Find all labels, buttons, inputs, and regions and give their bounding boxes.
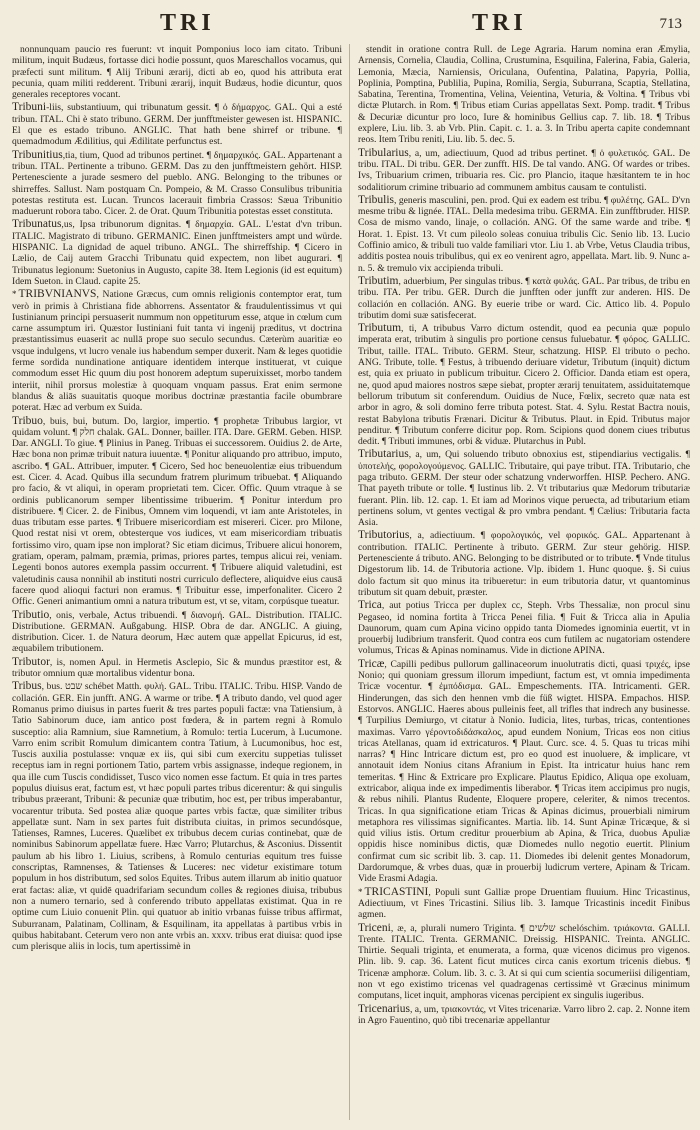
- entry-headword: TRIBVNIANVS: [18, 288, 97, 301]
- entry-text: nonnunquam paucio res fuerunt: vt inquit Pomponius loco iam citato. Tribuni militum, inquit Budæus, fortasse dici hodie possunt, quos Mareschallos vocamus, qui præfecti sunt militum. ¶ Alij Tribuni ærarij, dicti ab eo, quod his attributa erat pecunia, quam militi redderent. Tribuni ærarij, inquit Budæus, hodie dicuntur, quos generales receptores vocant.: [12, 44, 342, 101]
- entry-text: , a, um, Qui soluendo tributo obnoxius est, stipendiarius vectigalis. ¶ ὑποτελής, φορολογούμενος. GALLIC. Tributaire, qui paye tribut. ITA. Tributario, che paga tributo. GERM. Der steur oder schatzung vnderworffen. HISP. Pechero. ANG. That payeth tribute or tolle. ¶ Iustinus lib. 2. Vt tributarius quæ Medorum tributariæ fuerant. Plin. lib. 12. cap. 1. Et iam ad Morinos vique peruecta, ad tributarium etiam pertinens solum, vt gentes vectigal & pro vmbra pendant. ¶ Cælius: Tributaria facta Asia.: [358, 449, 690, 529]
- left-column: [12, 44, 342, 1120]
- dictionary-entry: [358, 276, 690, 321]
- entry-text: , a, adiectiuum. ¶ φορολογικός, vel φορικός. GAL. Appartenant à contribution. ITALIC. Pertinente à tributo. GERM. Zur steur gehörig. HISP. Pertenesciente á tributo. ANG. Belonging to be distributed or to tribute. ¶ Vnde titulus Digestorum lib. 14. de Tributoria actione. Vlp. ibidem 1. Hunc quoque. §. Si cuius dolo factum sit quo minus ita tribueretur: in eum tributoria datur, vt quantominus tributum sit quam debuit, præster.: [358, 530, 690, 598]
- dictionary-entry: [358, 195, 690, 274]
- entry-text: -liis, substantiuum, qui tribunatum gessit. ¶ ὁ δήμαρχος. GAL. Qui a esté tribun. ITAL. Chi è stato tribuno. GERM. Der junfftmeister gewesen ist. HISPANIC. El que es estado tribuno. ANGLIC. That hath bene shirref or tribune. ¶ quemadmodum Ædilitius, qui Ædilitate perfunctus est.: [12, 102, 342, 148]
- right-running-head: TRI: [472, 10, 527, 36]
- dictionary-entry: [12, 657, 342, 680]
- dictionary-entry: [358, 449, 690, 528]
- entry-asterisk: *: [358, 886, 363, 897]
- dictionary-entry: [12, 44, 342, 100]
- entry-text: , Populi sunt Galliæ prope Druentiam fluuium. Hinc Tricastinus, Adiectiuum, vt Fines Tricastini. Silius lib. 3. Iamque Tricastinis incedit Finibus agmen.: [358, 886, 690, 921]
- entry-text: , generis masculini, pen. prod. Qui ex eadem est tribu. ¶ φυλέτης. GAL. D'vn mesme tribu & lignée. ITAL. Della medesima tribu. GERMA. Ein zunfftbruder. HISP. Cosa de mismo vando, linaje, o collación. ANG. Of the same warde and tribe. ¶ Horat. 1. Epist. 13. Vt cum pileolo soleas conuiua tribulis Cic. Senio lib. 13. Lucio Coffinio amico, & tribuli tuo valde familiari vtor. Liu 1. ab Vrbe, Vetus Claudia tribus, additis postea nouis tribulibus, qui ex eo venirent agro, appellata. Mart. lib. 9. Nunc a-n. 5. & tremulo vix accipienda tribuli.: [358, 194, 690, 274]
- entry-headword: Tribuo: [12, 414, 43, 427]
- entry-headword: Trica: [358, 599, 382, 612]
- entry-text: , a, um, adiectiuum, Quod ad tribus pertinet. ¶ ὁ φυλετικός. GAL. De tribu. ITAL. Di tribu. GER. Der zunfft. HIS. De tal vando. ANG. Of wardes or tribes. Ivs, Tribuarium crimen, tribuaria res. Cic. pro Plancio, itaque hæsitantem te in hoc sodalitiorum crimine tribuario ad communem ambitus causam te contulisti.: [358, 147, 690, 193]
- entry-headword: Tributio: [12, 608, 50, 621]
- entry-headword: Tributor: [12, 655, 50, 668]
- dictionary-entry: [12, 219, 342, 287]
- entry-text: ,us, Ipsa tribunorum dignitas. ¶ δημαρχία. GAL. L'estat d'vn tribun. ITALIC. Magistrato di tribuno. GERMANIC. Einen junfftmeisters ampt und würde. HISPANIC. La dignidad de aquel tribuno. ANGL. The shirreffship. ¶ Cicero in Lælio, de Caij autem Gracchi Tribunatu quid expectem, non libet augurari. ¶ Tribunatus legionum: Suetonius in Augusto, capite 38. Item Legionis (id est equitum) Idem Sueton. in Claud. capite 25.: [12, 219, 342, 287]
- dictionary-entry: [358, 600, 690, 656]
- dictionary-entry: [12, 416, 342, 608]
- entry-text: , bus. שבט schébet Matth. φυλή. GAL. Tribu. ITALIC. Tribu. HISP. Vando de collación. GER. Ein junfft. ANG. A warme or tribe. ¶ A tributo dando, vel quod ager Romanus primo diuisus in partes fuerit & tres partes populi factæ: vna Tatiensium, à Tatio Sabinorum duce, iam antico post fœdera, & in partem regni à Romulo susceptio: alia Ramnium, siue Ramnetium, à Romulo: tertia Lucerum, à Lucumone. Varro enim scribit Romulum dimicantem contra Tatium, à Lucumonibus, hoc est, Tuscis auxilia postulasse: vnquæ ex iis, qui sibi cum exercitu suppetias tulisset receptus iam in regni portionem Tatio, partem vrbis assignasse, indeque regionem, in qua ille cum Tuscis condidisset, Tusco vico nomen esse factum. Et quia in tres partes populus diuisus erat, factum est, vt hæc populi partes tribus dicerentur: & qui singulis tribubus præerant, Tribuni: & pecuniæ quæ tributim, hoc est, per tribus imperabantur, vocarentur tributa. Sed postea aliæ quoque partes vrbis factæ, quæ similiter tribus appellatæ sunt. Nam in sex partes fuit distributa ciuitas, in primos secundósque, Tatienses, Ramnes, Luceres. Quælibet ex tribubus decem curias continebat, quæ de nominibus Sabinorum appellatæ fuere. Hæc Varro; Plutarchus, & Asconius. Dissentit paulum ab his libro 1. Liuius, scribens, à Romulo centurias equitum tres fuisse conscriptas, Ramnenses, & Tatienses & Luceres: nec videtur existimare totum populum in hos distributum, sed solos Equites. Tribus autem illarum ab initio quatuor erat factas: aliæ, vt quidē quadrifariam secundum colles & regiones diuisa, tribubus non a numero ternario, sed à conferendo tributo appellatas existimat. Qua in re optime cum Liuio conuenit Plin. qui quatuor ab initio vrbanas fuisse tribus affirmat, Suburranam, Palatinam, Collinam, & Esquilinam, ita appellatas à partibus vrbis in quibus habitabant. Ceterum vero non ante vrbis an. xxxv. tribus erat diuisa: quod ipse cum plerisque aliis in locis, tum apertissimè in: [12, 681, 342, 953]
- entry-headword: Tribuni: [12, 101, 47, 114]
- dictionary-entry: [12, 150, 342, 218]
- dictionary-entry: [358, 323, 690, 447]
- entry-headword: Tribularius: [358, 146, 409, 159]
- entry-headword: Triceni: [358, 921, 391, 934]
- entry-text: , is, nomen Apul. in Hermetis Asclepio, Sic & mundus præstitor est, & tributor omnium quæ mortalibus videntur bona.: [12, 656, 342, 680]
- entry-headword: Tribunitius: [12, 148, 63, 161]
- entry-headword: Tricæ: [358, 657, 385, 670]
- dictionary-entry: [358, 887, 690, 921]
- entry-text: , buis, bui, butum. Do, largior, impertio. ¶ prophetæ Tribubus largior, vt quidam volunt. ¶ חלק chalak. GAL. Donner, bailler. ITA. Dare. GERM. Geben. HISP. Dar. ANGLI. To giue. ¶ Plinius in Paneg. Tribuas ei successorem. Ouidius 2. de Arte, Hæc bona non primæ tribuit natura iuuentæ. ¶ Ponitur aliquando pro attribuo, imputo, ascribo. ¶ GAL. Attribuer, imputer. ¶ Cicero, Sed hoc beneuolentiæ eius tribuendum est. Cicer. 4. Acad. Quibus illa secundum fratrem plurimum tribuebat. ¶ Aliquando pro facio, & vt aliqui, in operam proprietati tem. Cicer. Offic. Quum vtraque à se ordinis publicanorum semper libentissime tribuerim. ¶ Ponitur interdum pro distribuere. ¶ Cicer. 2. de Finibus, Omnem vim loquendi, vt iam ante Aristoteles, in duas tributam esse partes. ¶ Tribuere misericordiam est misereri. Cicer. pro Milone, Quod restat nisi vt orem, obtesterque vos iudices, vt eam misericordiam tribuatis fortissimo viro, quam ipse non implorat? Sic etiam dicimus, Tribuere alicui honorem, gratiam, operam, palmam, præmia, primas, priores partes, tempus alicui rei, veniam. Legenti bonos autores exempla passim occurrent. ¶ Tribuere aliquid valetudini, est valetudinis causa nonnihil ab instituti nostri curriculo deflectere, aliquidve eius causā facere quod alioqui facturi non eramus. ¶ Tribuitur esse, imperfonaliter. Cicero 2 Offic. Generi animantium omni a natura tributum est, vt se, vitam, corpúsque tueatur.: [12, 415, 342, 608]
- dictionary-entry: [358, 1004, 690, 1027]
- entry-headword: Tricenarius: [358, 1002, 410, 1015]
- right-column: [358, 44, 690, 1120]
- entry-text: , aut potius Tricca per duplex cc, Steph. Vrbs Thessaliæ, non procul sinu Pegaseo, id nomina fortita à Tricca Penei filia. ¶ Fuit & Tricca alia in Apulia Daunorum, quam cum Apina vicino oppido tanta Diomedes ignominia euertit, vt in prouerbij ludibrium transferit. Quod contra eos cum futilem ac nugatoriam ostendere volumus, Tricas & Apinas nominamus. Vide in dictione APINA.: [358, 600, 690, 657]
- entry-headword: Tribunatus: [12, 218, 62, 231]
- dictionary-entry: [12, 681, 342, 952]
- entry-headword: Tributorius: [358, 529, 410, 542]
- entry-text: , aduerbium, Per singulas tribus. ¶ κατὰ φυλάς. GAL. Par tribus, de tribu en tribu. ITA. Per tribu. GER. Durch die junfften oder junfft zur anderen. HIS. De collación en collación. ANG. By euerie tribe or ward. Cic. Attico lib. 4. Populo tributim domi suæ satisfecerat.: [358, 275, 690, 321]
- running-header: [0, 10, 700, 40]
- dictionary-entry: [12, 102, 342, 147]
- column-divider: [349, 44, 350, 1120]
- entry-headword: Tribulis: [358, 193, 395, 206]
- entry-text: , onis, verbale, Actus tribuendi. ¶ διανομή. GAL. Distribution. ITALIC. Distributione. GERMAN. Außgabung. HISP. Obra de dar. ANGLIC. A giuing, distribution. Cicer. 1. de Natura deorum, Hæc autem quæ appellat Epicurus, id est, æquabilem tributionem.: [12, 609, 342, 655]
- entry-text: , Capilli pedibus pullorum gallinaceorum inuolutratis dicti, quasi τριχές, ipse Nonio; qui quoniam gressum illorum impediunt, factum est, vt omnia impedimenta Tricæ vocentur. ¶ ἐμπόδισμα. GAL. Empeschements. ITA. Intricamenti. GER. Hinderungen, das sich den hennen vmb die füß wigtet. HISPA. Empachos. HISP. Estorvos. ANGLIC. Haeres abous pulleinis feet, all trifles that indrech any businesse. ¶ Turpilius Demiurgo, vt citatur à Nonio. Iudicia, lites, turbas, tricas, contentiones maximas. Varro γέροντοδιδάσκαλος, apud eundem Nonium, Tricas eos non citius tricas Atellanas, quam id extricaturos. ¶ Plaut. Curc. sce. 4. 5. Quas tu tricas mihi narras? ¶ Hinc Intricare dictum est, pro eo quod est inuoluere, & implicare, vt annotauit idem Nonius citans Afranium in Epist. Ita intricatur huius hanc rem temeritas. ¶ Hinc & Extricare pro Explicare. Plautus Epidico, Aliqua ope exoluam, extricabor, aliqua inde ex impedimentis liberabor. ¶ Tricas item accipimus pro nugis, & rebus nihili. Plantus Rudente, Eloquere propere, celeriter, & nimos trecentos. Tricas. In qua significatione etiam Tricas & Apinas dicimus, prouerbiali nimirum metaphora res vilissimas significantes. Martia. lib. 14. Sunt Apinæ Tricæque, & si quid vilius istis. Ortum creditur prouerbium ab Apina, & Trica, duobus Apuliæ oppidis hisce nominibus dictis, quæ Diomedes nullo negotio euertit. Plinium confirmat cum sic scribit lib. 3. cap. 11. Diomedes ibi delenit gentes Monadorum, Dardorumque, & vrbes duas, quæ in prouerbij ludicrum vertere, Apinam & Tricam. Vide Erasmi Adagia.: [358, 658, 690, 885]
- dictionary-entry: [358, 659, 690, 885]
- entry-text: , ti, A tribubus Varro dictum ostendit, quod ea pecunia quæ populo imperata erat, tributim à singulis pro portione census fuluebatur. ¶ φόρος. GALLIC. Tribut, taille. ITAL. Tributo. GERM. Steur, schatzung. HISP. El tributo o pecho. ANG. Tribute, tolle. ¶ Festus, à tribuendo deriuare videtur, Tributum (inquit) dictum est, quia ex priuato in publicum tribuitur. Cicero 2. Officior. Danda etiam est opera, ne, quod apud maiores nostros sæpe siebat, propter ærarij tenuitatem, assiduitatemque bellorum tributum sit conferendum. Ouidius de Nuce, Fœlix, secreto quæ nata est arbor in agro, & soli domino ferre tributa potest. Stat. 4. Sylu. Restat Bactra nouis, restat Babylona tributis Frænari. Dicitur & Tributus. Plaut. in Epid. Tributus major penditur. ¶ Tributum conferre dicitur pop. Rom. Scipions quod donem ciues tributus dedit. ¶ Tributi immunes, orbi & viduæ. Plutarchus in Publ.: [358, 323, 690, 448]
- entry-text: ,tia, tium, Quod ad tribunos pertinet. ¶ δημαρχικός. GAL. Appartenant a tribun. ITAL. Pertinente a tribuno. GERM. Das zu den junfftmeistern gehört. HISP. Pertenesciente a jurade sesmero del pueblo. ANG. Belonging to the tribunes or shirreffes. Sallust. Nam postquam Cn. Pompeio, & M. Crasso Consulibus tribunitia potestas restituta est. Lucan. Truncos lacerauit fimbria Crassos: Sæua Tribunitio maduerunt robora tabo. Cicer. 2. de Orat. Quum Tribunitia potestas esset constituta.: [12, 149, 342, 218]
- dictionary-entry: [12, 610, 342, 655]
- entry-text: , æ, a, plurali numero Triginta. ¶ שלשים schelóschim. τριάκοντα. GALLI. Trente. ITALIC. Trenta. GERMANIC. Dreissig. HISPANIC. Treinta. ANGLIC. Thirtie. Sequali triginta, et enumerata, a forma, quæ vicenos dicimus pro vigenos. Plin. lib. 9. cap. 36. Latent ficut mutices circa canis exortum tricenis diebus. ¶ Tricenæ amphoræ. Colum. lib. 3. c. 3. At si qui cum scientia socumeriisi diligentiam, non vt ego existimo tricenas vel quadragenas certissimè vt Græcinus minimum computans, licet inquit, amphoras vicenas percipient ex singulis iugeribus.: [358, 922, 690, 1002]
- entry-text: , a, um, τριακοντάς, vt Vites tricenariæ. Varro libro 2. cap. 2. Nonne item in Agro Fauentino, quò tibi trecenariæ appellantur: [358, 1003, 690, 1026]
- entry-headword: TRICASTINI: [364, 885, 429, 898]
- left-running-head: TRI: [160, 10, 215, 36]
- dictionary-entry: [358, 530, 690, 598]
- entry-headword: Tribus: [12, 680, 42, 693]
- dictionary-entry: [12, 289, 342, 413]
- entry-asterisk: *: [12, 289, 17, 300]
- entry-headword: Tributim: [358, 274, 399, 287]
- dictionary-entry: [358, 44, 690, 146]
- entry-text: stendit in oratione contra Rull. de Lege Agraria. Harum nomina eran Æmylia, Arnensis, Cornelia, Claudia, Collina, Crustumina, Esquilina, Falerina, Fabia, Galeria, Lemonia, Mæcia, Narniensis, Oriculana, Oufentina, Palatina, Papyria, Pollia, Poplinia, Pomptina, Publilia, Pupina, Romilia, Sergia, Suburrana, Scaptia, Stellatina, Sabatina, Terentina, Tromentina, Velina, Veientina, Veturia, & Voltina. ¶ Tribus vbi dictæ Plutarch. in Rom. ¶ Tribus etiam Curias appellatas Sext. Pomp. tradit. ¶ Tribus & Decuriæ dicuntur pro loco, Iure & hominibus Gellius cap. 7. lib. 18. ¶ Tribus explere, Liu. lib. 3. ab Vrb. Plin. Capit. c. 1. a. 3. In Tribu aperta capite condemnant reos. Item Tribu reniti, Liu. lib. 5. dec. 5.: [358, 44, 690, 146]
- entry-text: , Natione Græcus, cum omnis religionis contemptor erat, tum verò in primis à Christiana fide abhorrens. Assentator & fraudulentissimus vt qui Iustinianum principi persuaserit nummum non oppetiturum esse, atque in cœlum cum carne assumptum iri. Quæstor Iustiniani fuit tanta vi ingenij præditus, vt doctrina præstantissimus euaserit ac nullā prope suo seculo secundus. Cæterùm auaritiæ eo vsque indulgens, vt lucro venale ius habendum semper duxerit. Nam & leges quotidie ferme sordida nundinatione antiquare identidem interque instituerat, vt cuique commodum esset Hic quum diu post honorem adeptum superuixisset, morbo tandem interiit, nihil prorsus molestiæ à quoquam vnquam passus. Erat enim sermone blandus & aliās suauitatis quoque moribus doctrinæ præstantia facile obumbrare poterat. Hæc ad verbum ex Suida.: [12, 289, 342, 414]
- dictionary-entry: [358, 148, 690, 193]
- page-number: 713: [659, 16, 682, 32]
- dictionary-entry: [358, 923, 690, 1002]
- entry-headword: Tributarius: [358, 448, 409, 461]
- entry-headword: Tributum: [358, 322, 402, 335]
